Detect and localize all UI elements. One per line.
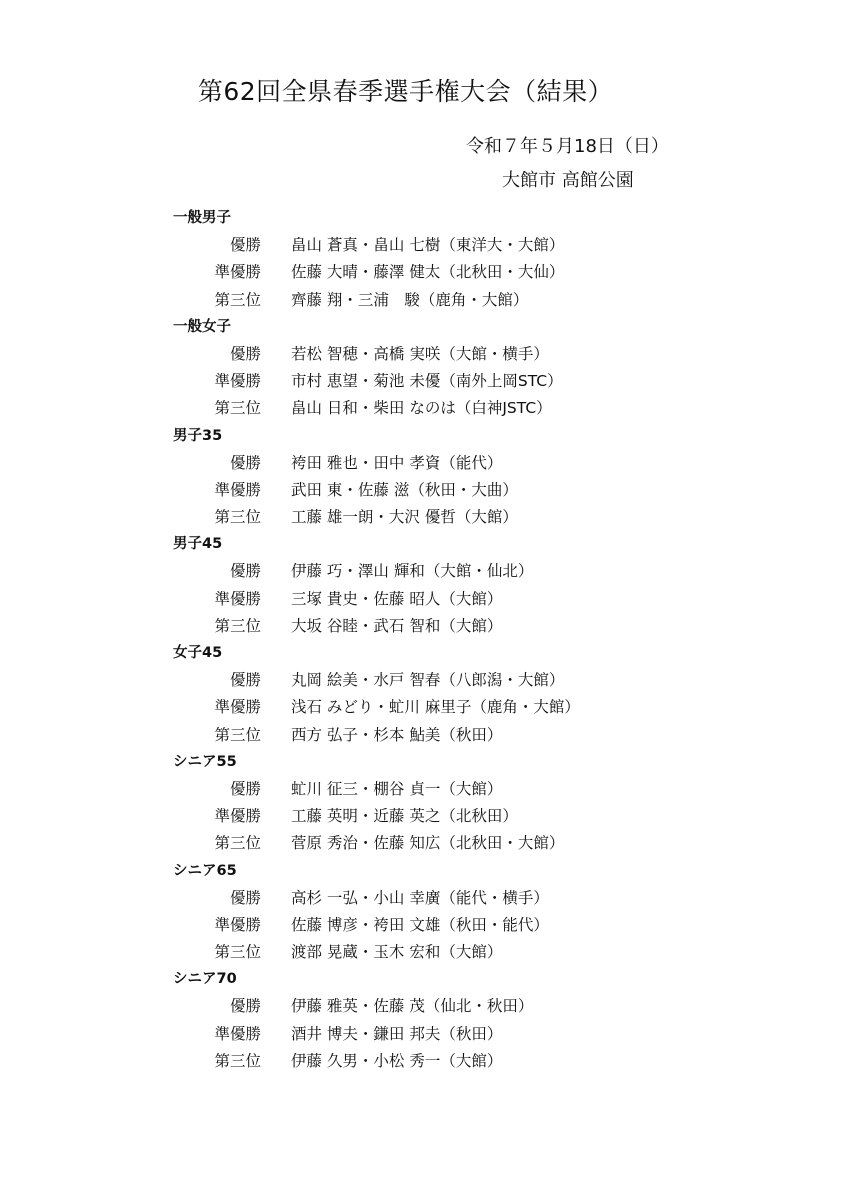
- event-date: 令和７年５月18日（日）: [466, 136, 669, 157]
- category-heading: 男子35: [173, 427, 223, 444]
- result-rank: 準優勝: [214, 915, 261, 934]
- result-rank: 第三位: [214, 834, 261, 853]
- category-section: [173, 640, 773, 749]
- result-row: [173, 830, 773, 857]
- result-row: [173, 504, 773, 531]
- result-row: [173, 694, 773, 721]
- result-row: [173, 939, 773, 966]
- result-row: [173, 395, 773, 422]
- result-names: 工藤 英明・近藤 英之（北秋田）: [291, 807, 518, 826]
- category-section: [173, 858, 773, 967]
- result-row: [173, 722, 773, 749]
- result-row: [173, 341, 773, 368]
- result-row: [173, 776, 773, 803]
- page-title: 第62回全県春季選手権大会（結果）: [197, 77, 614, 106]
- category-heading: シニア55: [173, 753, 237, 770]
- result-rank: 第三位: [214, 508, 261, 527]
- result-row: [173, 368, 773, 395]
- result-names: 市村 恵望・菊池 未優（南外上岡STC）: [291, 372, 563, 391]
- result-rank: 優勝: [229, 888, 261, 907]
- result-names: 丸岡 絵美・水戸 智春（八郎潟・大館）: [291, 671, 565, 690]
- result-rank: 優勝: [229, 344, 261, 363]
- result-row: [173, 259, 773, 286]
- result-rank: 第三位: [214, 1051, 261, 1070]
- result-rank: 第三位: [214, 725, 261, 744]
- result-names: 三塚 貴史・佐藤 昭人（大館）: [291, 589, 503, 608]
- result-names: 渡部 晃蔵・玉木 宏和（大館）: [291, 943, 503, 962]
- result-rank: 準優勝: [214, 480, 261, 499]
- category-heading: 男子45: [173, 536, 223, 553]
- result-row: [173, 1048, 773, 1075]
- result-rank: 準優勝: [214, 1024, 261, 1043]
- category-section: [173, 423, 773, 532]
- result-row: [173, 803, 773, 830]
- result-names: 伊藤 雅英・佐藤 茂（仙北・秋田）: [291, 997, 534, 1016]
- category-section: [173, 314, 773, 423]
- category-heading: 一般女子: [173, 318, 231, 335]
- result-names: 虻川 征三・棚谷 貞一（大館）: [291, 779, 503, 798]
- category-heading: シニア70: [173, 971, 237, 988]
- result-names: 佐藤 博彦・袴田 文雄（秋田・能代）: [291, 915, 549, 934]
- category-section: [173, 205, 773, 314]
- category-heading: 一般男子: [173, 210, 231, 226]
- result-row: [173, 667, 773, 694]
- result-rank: 準優勝: [214, 698, 261, 717]
- result-names: 伊藤 久男・小松 秀一（大館）: [291, 1051, 503, 1070]
- category-section: [173, 749, 773, 858]
- result-names: 袴田 雅也・田中 孝資（能代）: [291, 453, 503, 472]
- result-rank: 優勝: [229, 779, 261, 798]
- result-names: 若松 智穂・高橋 実咲（大館・横手）: [291, 344, 549, 363]
- result-names: 菅原 秀治・佐藤 知広（北秋田・大館）: [291, 834, 565, 853]
- result-names: 西方 弘子・杉本 鮎美（秋田）: [291, 725, 503, 744]
- result-rank: 準優勝: [214, 589, 261, 608]
- category-section: [173, 531, 773, 640]
- result-names: 高杉 一弘・小山 幸廣（能代・横手）: [291, 888, 549, 907]
- result-rank: 第三位: [214, 616, 261, 635]
- result-names: 浅石 みどり・虻川 麻里子（鹿角・大館）: [291, 698, 580, 717]
- result-row: [173, 885, 773, 912]
- result-row: [173, 613, 773, 640]
- result-row: [173, 477, 773, 504]
- result-names: 畠山 日和・柴田 なのは（白神JSTC）: [291, 399, 552, 418]
- result-row: [173, 993, 773, 1020]
- results-list: [173, 205, 773, 1075]
- result-names: 佐藤 大晴・藤澤 健太（北秋田・大仙）: [291, 263, 565, 282]
- category-heading: シニア65: [173, 862, 237, 879]
- result-names: 畠山 蒼真・畠山 七樹（東洋大・大館）: [291, 236, 565, 255]
- result-names: 工藤 雄一朗・大沢 優哲（大館）: [291, 508, 518, 527]
- result-rank: 優勝: [229, 236, 261, 255]
- result-rank: 優勝: [229, 453, 261, 472]
- result-rank: 優勝: [229, 562, 261, 581]
- result-rank: 準優勝: [214, 263, 261, 282]
- result-names: 大坂 谷睦・武石 智和（大館）: [291, 616, 503, 635]
- result-rank: 第三位: [214, 943, 261, 962]
- result-row: [173, 287, 773, 314]
- result-rank: 優勝: [229, 671, 261, 690]
- category-section: [173, 966, 773, 1075]
- result-row: [173, 1021, 773, 1048]
- result-rank: 準優勝: [214, 807, 261, 826]
- result-names: 武田 東・佐藤 滋（秋田・大曲）: [291, 480, 518, 499]
- result-names: 伊藤 巧・澤山 輝和（大館・仙北）: [291, 562, 534, 581]
- result-row: [173, 232, 773, 259]
- result-row: [173, 912, 773, 939]
- event-venue: 大館市 高館公園: [502, 170, 634, 191]
- category-heading: 女子45: [173, 645, 223, 661]
- result-names: 酒井 博夫・鎌田 邦夫（秋田）: [291, 1024, 503, 1043]
- result-row: [173, 558, 773, 585]
- result-rank: 第三位: [214, 290, 261, 309]
- result-names: 齊藤 翔・三浦 駿（鹿角・大館）: [291, 290, 529, 309]
- result-rank: 第三位: [214, 399, 261, 418]
- result-row: [173, 586, 773, 613]
- result-rank: 優勝: [229, 997, 261, 1016]
- result-row: [173, 450, 773, 477]
- result-rank: 準優勝: [214, 372, 261, 391]
